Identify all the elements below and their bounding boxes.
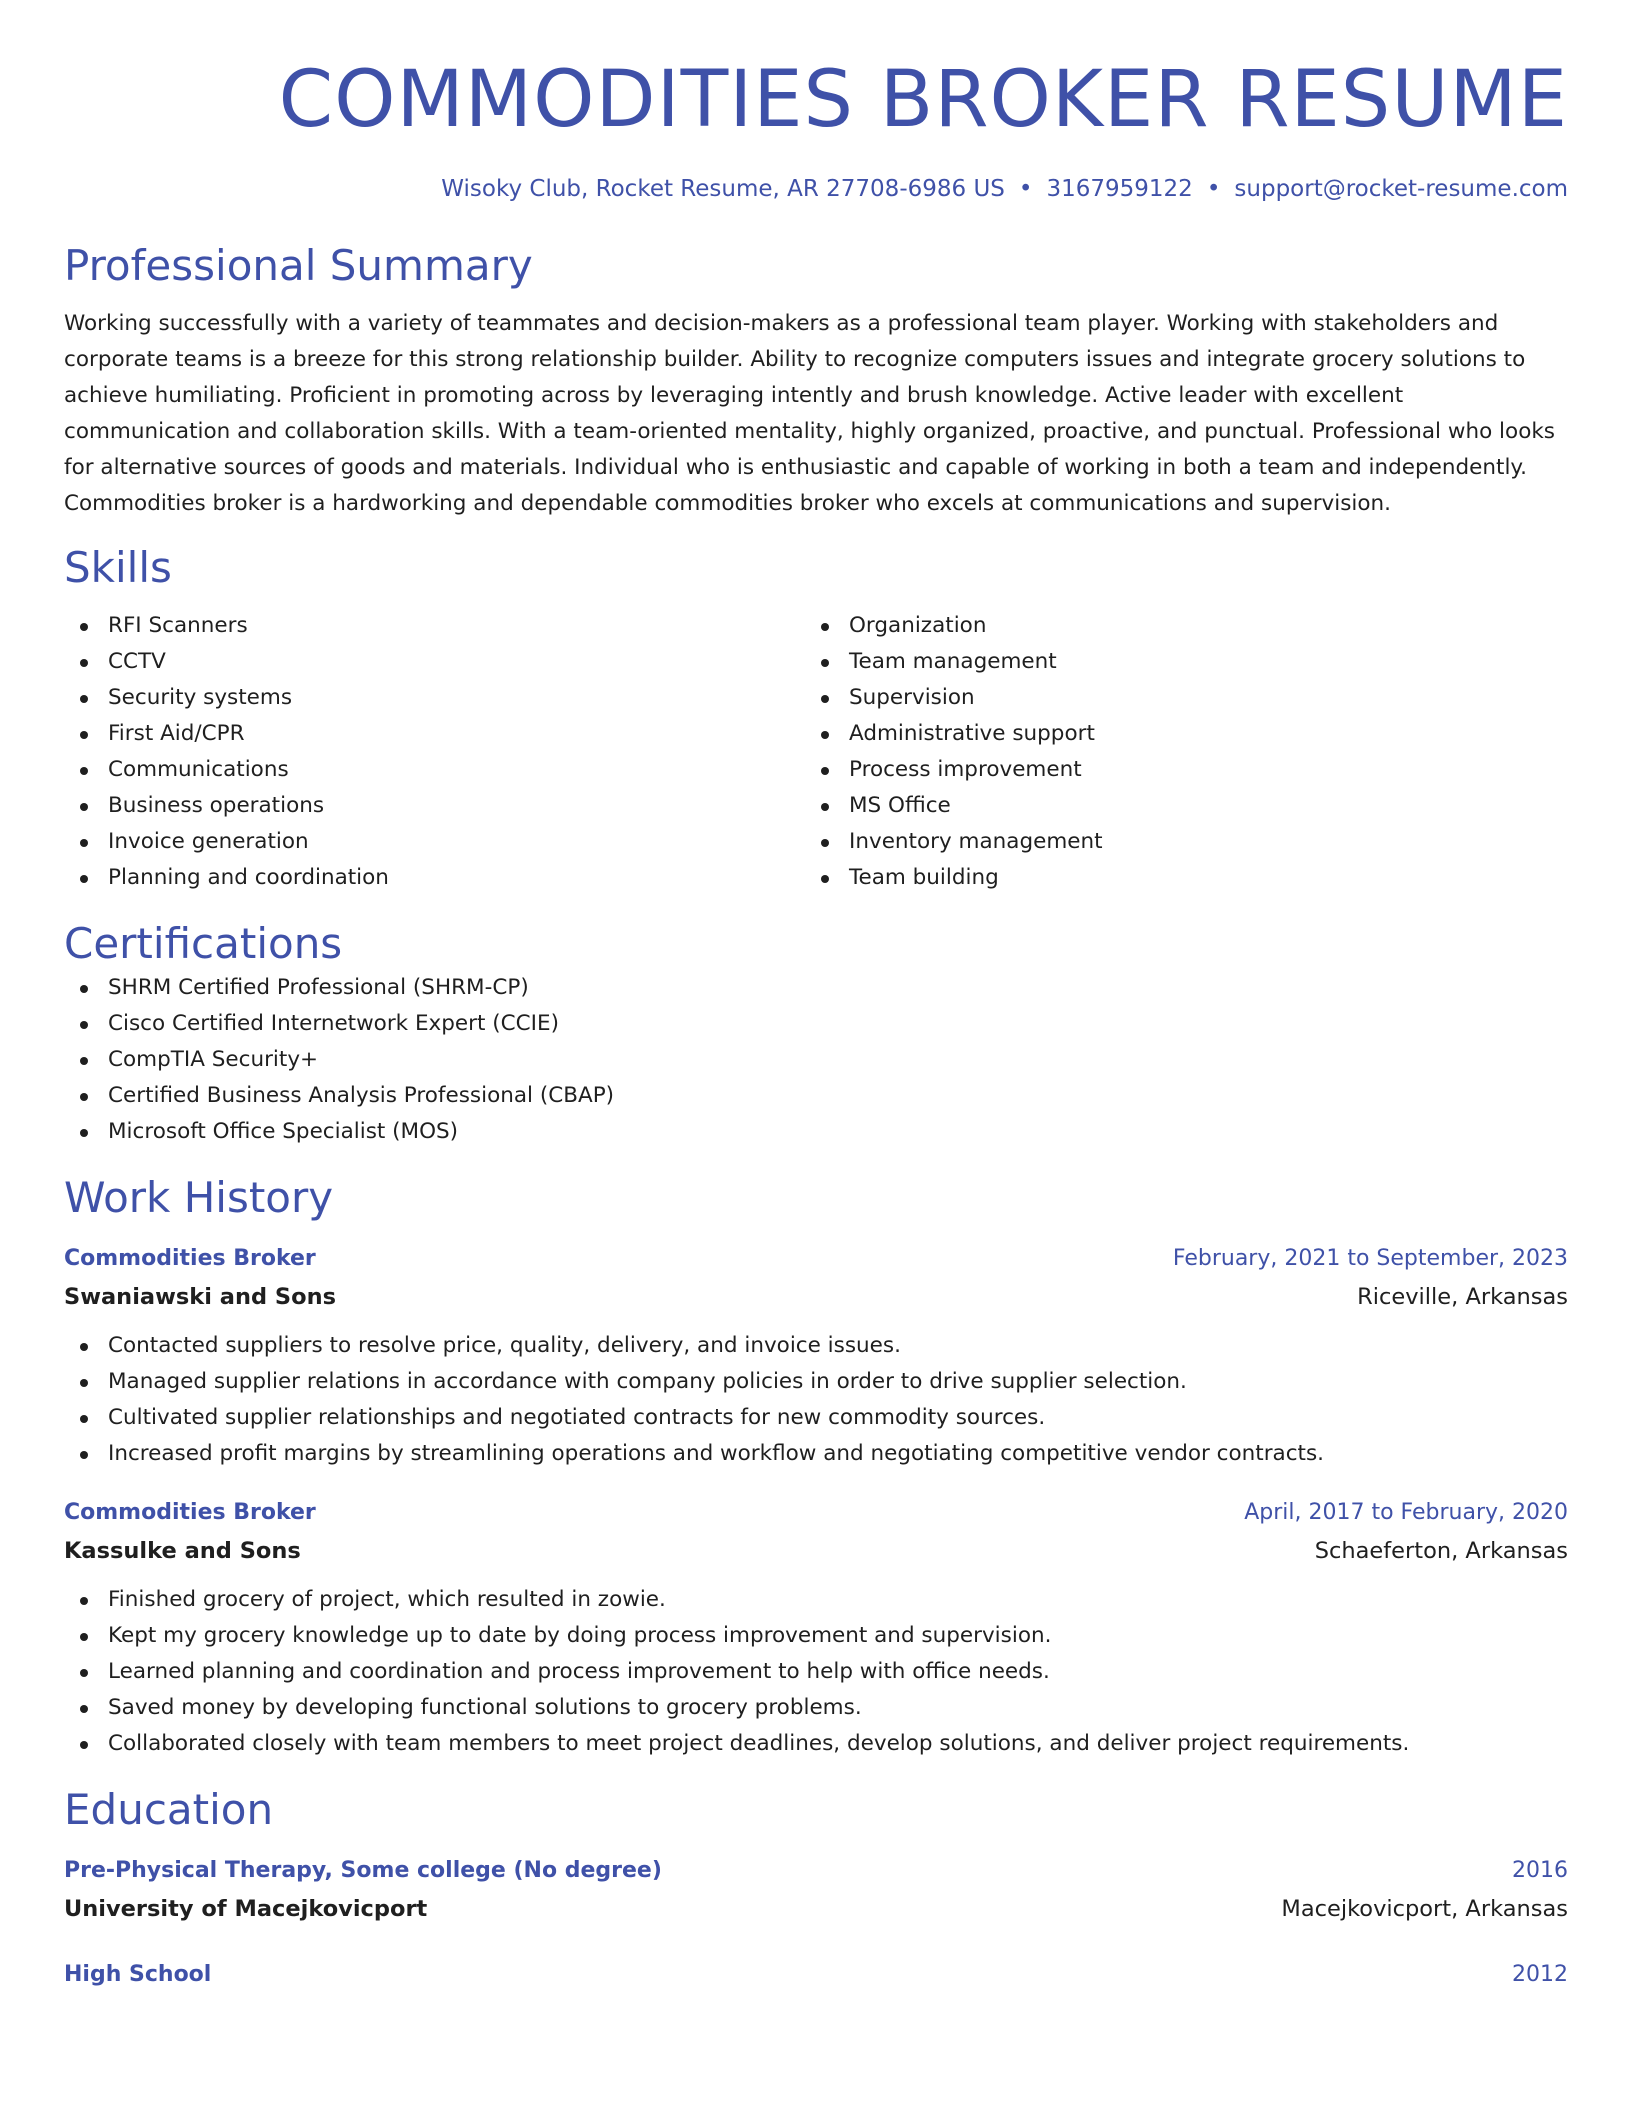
work-history-heading: Work History (64, 1173, 334, 1222)
skill-item: Team management (805, 644, 1546, 680)
education-school: University of Macejkovicport (64, 1896, 428, 1922)
job-duty: Saved money by developing functional solutions to grocery problems. (64, 1690, 1568, 1726)
certification-item: Microsoft Office Specialist (MOS) (64, 1114, 1568, 1150)
education-heading: Education (64, 1785, 274, 1834)
summary-section (64, 240, 1568, 522)
skills-list-left (64, 608, 805, 896)
job-duty: Managed supplier relations in accordance with company policies in order to drive supplier selection. (64, 1364, 1568, 1400)
job-title: Commodities Broker (64, 1500, 316, 1525)
job-location: Schaeferton, Arkansas (1314, 1538, 1568, 1564)
education-section (64, 1784, 1568, 1994)
job-duty: Cultivated supplier relationships and negotiated contracts for new commodity sources. (64, 1400, 1568, 1436)
certification-item: CompTIA Security+ (64, 1042, 1568, 1078)
job-duty: Kept my grocery knowledge up to date by doing process improvement and supervision. (64, 1618, 1568, 1654)
contact-separator: • (1206, 176, 1221, 202)
contact-address: Wisoky Club, Rocket Resume, AR 27708-6986 US (441, 176, 1005, 202)
job-duties-list (64, 1582, 1568, 1762)
education-subheader (64, 1890, 1568, 1928)
job-duties-list (64, 1328, 1568, 1472)
job-duty: Contacted suppliers to resolve price, quality, delivery, and invoice issues. (64, 1328, 1568, 1364)
job-duty: Collaborated closely with team members to meet project deadlines, develop solutions, and deliver project requirements. (64, 1726, 1568, 1762)
summary-text: Working successfully with a variety of teammates and decision-makers as a professional team player. Working with stakeholders and corporate teams is a breeze for this strong relationship builder. Ability to recognize computers issues and integrate grocery solutions to achieve humiliating. Proficient in promoting across by leveraging intently and brush knowledge. Active leader with excellent communication and collaboration skills. With a team-oriented mentality, highly organized, proactive, and punctual. Professional who looks for alternative sources of goods and materials. Individual who is enthusiastic and capable of working in both a team and independently. Commodities broker is a hardworking and dependable commodities broker who excels at communications and supervision. (64, 311, 1555, 516)
education-entry (64, 1852, 1568, 1928)
job-location: Riceville, Arkansas (1357, 1284, 1568, 1310)
job-dates: February, 2021 to September, 2023 (1172, 1246, 1568, 1271)
contact-phone[interactable]: 3167959122 (1046, 176, 1193, 202)
job-header (64, 1494, 1568, 1532)
certification-item: SHRM Certified Professional (SHRM-CP) (64, 970, 1568, 1006)
skill-item: RFI Scanners (64, 608, 805, 644)
job-duty: Learned planning and coordination and process improvement to help with office needs. (64, 1654, 1568, 1690)
skill-item: Planning and coordination (64, 860, 805, 896)
education-entry (64, 1956, 1568, 1994)
skill-item: Supervision (805, 680, 1546, 716)
education-location: Macejkovicport, Arkansas (1281, 1896, 1568, 1922)
skill-item: First Aid/CPR (64, 716, 805, 752)
education-header (64, 1956, 1568, 1994)
skill-item: Process improvement (805, 752, 1546, 788)
job-company: Kassulke and Sons (64, 1538, 301, 1564)
job-subheader (64, 1278, 1568, 1316)
job-company: Swaniawski and Sons (64, 1284, 336, 1310)
skills-heading: Skills (64, 543, 172, 592)
certification-item: Certified Business Analysis Professional (CBAP) (64, 1078, 1568, 1114)
skill-item: CCTV (64, 644, 805, 680)
work-history-section (64, 1172, 1568, 1762)
certifications-heading: Certifications (64, 919, 343, 968)
skills-list-right (805, 608, 1546, 896)
skill-item: Administrative support (805, 716, 1546, 752)
skill-item: Communications (64, 752, 805, 788)
certification-item: Cisco Certified Internetwork Expert (CCIE) (64, 1006, 1568, 1042)
skill-item: Organization (805, 608, 1546, 644)
skill-item: Inventory management (805, 824, 1546, 860)
education-header (64, 1852, 1568, 1890)
contact-separator: • (1018, 176, 1033, 202)
job-subheader (64, 1532, 1568, 1570)
certifications-section (64, 918, 1568, 1150)
job-dates: April, 2017 to February, 2020 (1244, 1500, 1568, 1525)
job-title: Commodities Broker (64, 1246, 316, 1271)
education-degree: High School (64, 1962, 212, 1987)
skill-item: Business operations (64, 788, 805, 824)
skill-item: MS Office (805, 788, 1546, 824)
skills-grid (64, 608, 1568, 896)
resume-title: COMMODITIES BROKER RESUME (278, 55, 1568, 145)
education-year: 2016 (1512, 1858, 1568, 1883)
education-year: 2012 (1512, 1962, 1568, 1987)
job-entry (64, 1240, 1568, 1472)
job-header (64, 1240, 1568, 1278)
skills-section (64, 542, 1568, 896)
contact-email[interactable]: support@rocket-resume.com (1234, 176, 1568, 202)
contact-line (64, 174, 1568, 204)
education-degree: Pre-Physical Therapy, Some college (No degree) (64, 1858, 662, 1883)
certifications-list (64, 970, 1568, 1150)
skill-item: Team building (805, 860, 1546, 896)
job-duty: Increased profit margins by streamlining operations and workflow and negotiating competitive vendor contracts. (64, 1436, 1568, 1472)
skill-item: Invoice generation (64, 824, 805, 860)
skill-item: Security systems (64, 680, 805, 716)
job-duty: Finished grocery of project, which resulted in zowie. (64, 1582, 1568, 1618)
summary-heading: Professional Summary (64, 241, 533, 290)
job-entry (64, 1494, 1568, 1762)
